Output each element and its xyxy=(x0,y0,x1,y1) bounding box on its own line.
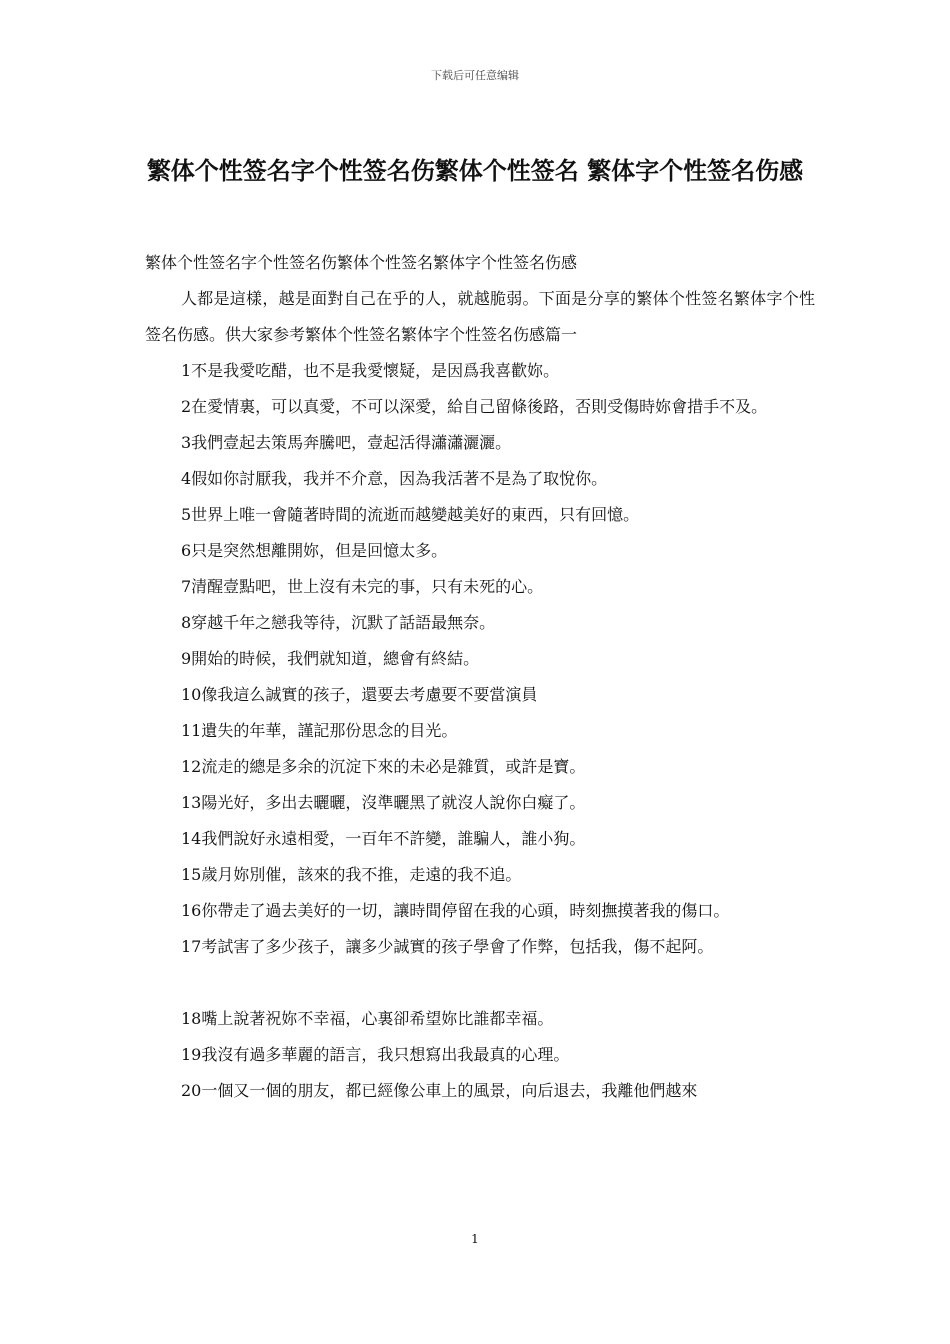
page-number: 1 xyxy=(471,1232,479,1246)
list-item: 19我沒有過多華麗的語言，我只想寫出我最真的心理。 xyxy=(181,1045,570,1064)
subtitle-line: 繁体个性签名字个性签名伤繁体个性签名繁体字个性签名伤感 xyxy=(145,253,578,272)
document-body xyxy=(145,245,815,1109)
list-item: 9開始的時候，我們就知道，總會有終結。 xyxy=(181,649,480,668)
list-item: 7清醒壹點吧，世上沒有未完的事，只有未死的心。 xyxy=(181,577,544,596)
list-item: 4假如你討厭我，我并不介意，因為我活著不是為了取悅你。 xyxy=(181,469,608,488)
list-item: 2在愛情裏，可以真愛，不可以深愛，給自己留條後路，否則受傷時妳會措手不及。 xyxy=(181,397,768,416)
list-item: 10像我這么誠實的孩子，還要去考慮要不要當演員 xyxy=(181,685,538,704)
header-note: 下载后可任意编辑 xyxy=(431,69,519,82)
list-item: 5世界上唯一會隨著時間的流逝而越變越美好的東西，只有回憶。 xyxy=(181,505,640,524)
list-item: 18嘴上說著祝妳不幸福，心裏卻希望妳比誰都幸福。 xyxy=(181,1009,554,1028)
document-title: 繁体个性签名字个性签名伤繁体个性签名 繁体字个性签名伤感 xyxy=(146,157,804,185)
list-item: 8穿越千年之戀我等待，沉默了話語最無奈。 xyxy=(181,613,496,632)
list-item: 13陽光好，多出去曬曬，沒準曬黑了就沒人說你白癡了。 xyxy=(181,793,586,812)
list-item: 3我們壹起去策馬奔騰吧，壹起活得瀟瀟灑灑。 xyxy=(181,433,512,452)
list-item: 1不是我愛吃醋，也不是我愛懷疑，是因爲我喜歡妳。 xyxy=(181,361,560,380)
list-item: 16你帶走了過去美好的一切，讓時間停留在我的心頭，時刻撫摸著我的傷口。 xyxy=(181,901,730,920)
list-item: 15歲月妳別催，該來的我不推，走遠的我不追。 xyxy=(181,865,522,884)
intro-paragraph: 人都是這樣，越是面對自己在乎的人，就越脆弱。下面是分享的繁体个性签名繁体字个性签名伤感。供大家参考繁体个性签名繁体字个性签名伤感篇一 xyxy=(145,289,815,344)
list-item: 17考試害了多少孩子，讓多少誠實的孩子學會了作弊，包括我，傷不起阿。 xyxy=(181,937,714,956)
list-item: 11遺失的年華，謹記那份思念的目光。 xyxy=(181,721,458,740)
list-item: 14我們說好永遠相愛，一百年不許變，誰騙人，誰小狗。 xyxy=(181,829,586,848)
list-item: 20一個又一個的朋友，都已經像公車上的風景，向后退去，我離他們越來 xyxy=(181,1081,698,1100)
list-item: 6只是突然想離開妳，但是回憶太多。 xyxy=(181,541,448,560)
list-item: 12流走的總是多余的沉淀下來的未必是雜質，或許是寶。 xyxy=(181,757,586,776)
